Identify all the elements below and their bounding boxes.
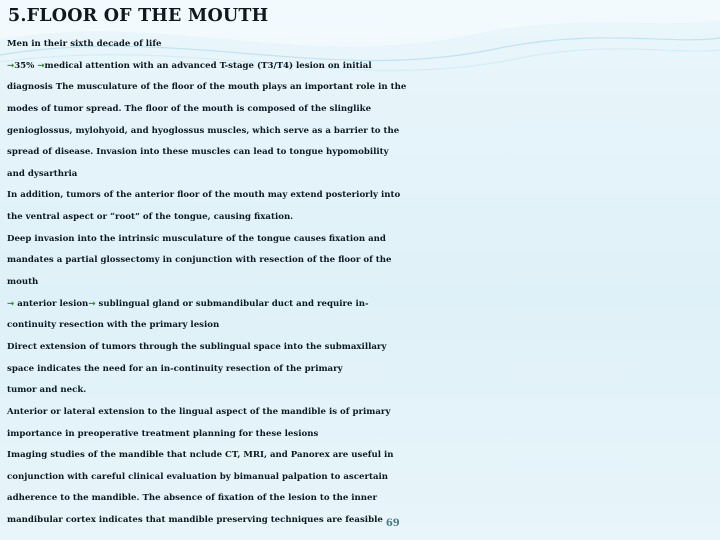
text-segment: tumor and neck. xyxy=(7,385,87,396)
text-segment: and dysarthria xyxy=(7,168,78,179)
text-line xyxy=(7,164,715,186)
text-line xyxy=(7,294,715,316)
text-line xyxy=(7,229,715,251)
text-line xyxy=(7,424,715,446)
slide-body-text xyxy=(7,34,715,532)
slide-title: 5.FLOOR OF THE MOUTH xyxy=(8,6,269,26)
text-segment: mouth xyxy=(7,277,39,288)
text-segment: sublingual gland or submandibular duct and require in- xyxy=(95,298,369,309)
text-line xyxy=(7,250,715,272)
text-segment: spread of disease. Invasion into these muscles can lead to tongue hypomobility xyxy=(7,147,389,158)
text-segment: Imaging studies of the mandible that nclude CT, MRI, and Panorex are useful in xyxy=(7,450,394,461)
text-line xyxy=(7,359,715,381)
text-segment: diagnosis The musculature of the floor of the mouth plays an important role in the xyxy=(7,82,407,93)
text-line xyxy=(7,56,715,78)
text-line xyxy=(7,185,715,207)
text-segment: Direct extension of tumors through the sublingual space into the submaxillary xyxy=(7,341,387,352)
text-segment: mandates a partial glossectomy in conjunction with resection of the floor of the xyxy=(7,255,392,266)
text-line xyxy=(7,77,715,99)
text-line xyxy=(7,315,715,337)
text-line xyxy=(7,467,715,489)
text-line xyxy=(7,510,715,532)
text-line xyxy=(7,121,715,143)
arrow-icon: → xyxy=(88,298,96,309)
text-segment: In addition, tumors of the anterior floor of the mouth may extend posteriorly into xyxy=(7,190,401,201)
text-line xyxy=(7,142,715,164)
text-line xyxy=(7,402,715,424)
text-line xyxy=(7,380,715,402)
text-line xyxy=(7,34,715,56)
text-segment: space indicates the need for an in-continuity resection of the primary xyxy=(7,363,343,374)
text-line xyxy=(7,337,715,359)
text-line xyxy=(7,99,715,121)
text-segment: continuity resection with the primary lesion xyxy=(7,320,220,331)
arrow-icon: → xyxy=(37,60,45,71)
arrow-icon: → xyxy=(7,60,15,71)
text-line xyxy=(7,445,715,467)
text-segment: mandibular cortex indicates that mandible preserving techniques are feasible xyxy=(7,515,383,526)
text-segment: anterior lesion xyxy=(14,298,89,309)
text-line xyxy=(7,272,715,294)
text-segment: conjunction with careful clinical evaluation by bimanual palpation to ascertain xyxy=(7,471,389,482)
text-segment: Anterior or lateral extension to the lingual aspect of the mandible is of primary xyxy=(7,406,391,417)
page-number: 69 xyxy=(385,518,400,530)
text-segment: Men in their sixth decade of life xyxy=(7,39,162,49)
arrow-icon: → xyxy=(7,298,15,309)
text-segment: Deep invasion into the intrinsic musculature of the tongue causes fixation and xyxy=(7,233,386,244)
text-segment: medical attention with an advanced T-stage (T3/T4) lesion on initial xyxy=(44,60,372,71)
text-line xyxy=(7,488,715,510)
text-segment: importance in preoperative treatment planning for these lesions xyxy=(7,428,319,439)
text-line xyxy=(7,207,715,229)
text-segment: modes of tumor spread. The floor of the mouth is composed of the slinglike xyxy=(7,103,372,114)
text-segment: adherence to the mandible. The absence of fixation of the lesion to the inner xyxy=(7,493,378,504)
text-segment: the ventral aspect or “root” of the tongue, causing fixation. xyxy=(7,212,294,223)
text-segment: genioglossus, mylohyoid, and hyoglossus muscles, which serve as a barrier to the xyxy=(7,125,400,136)
text-segment: 35% xyxy=(14,60,38,71)
